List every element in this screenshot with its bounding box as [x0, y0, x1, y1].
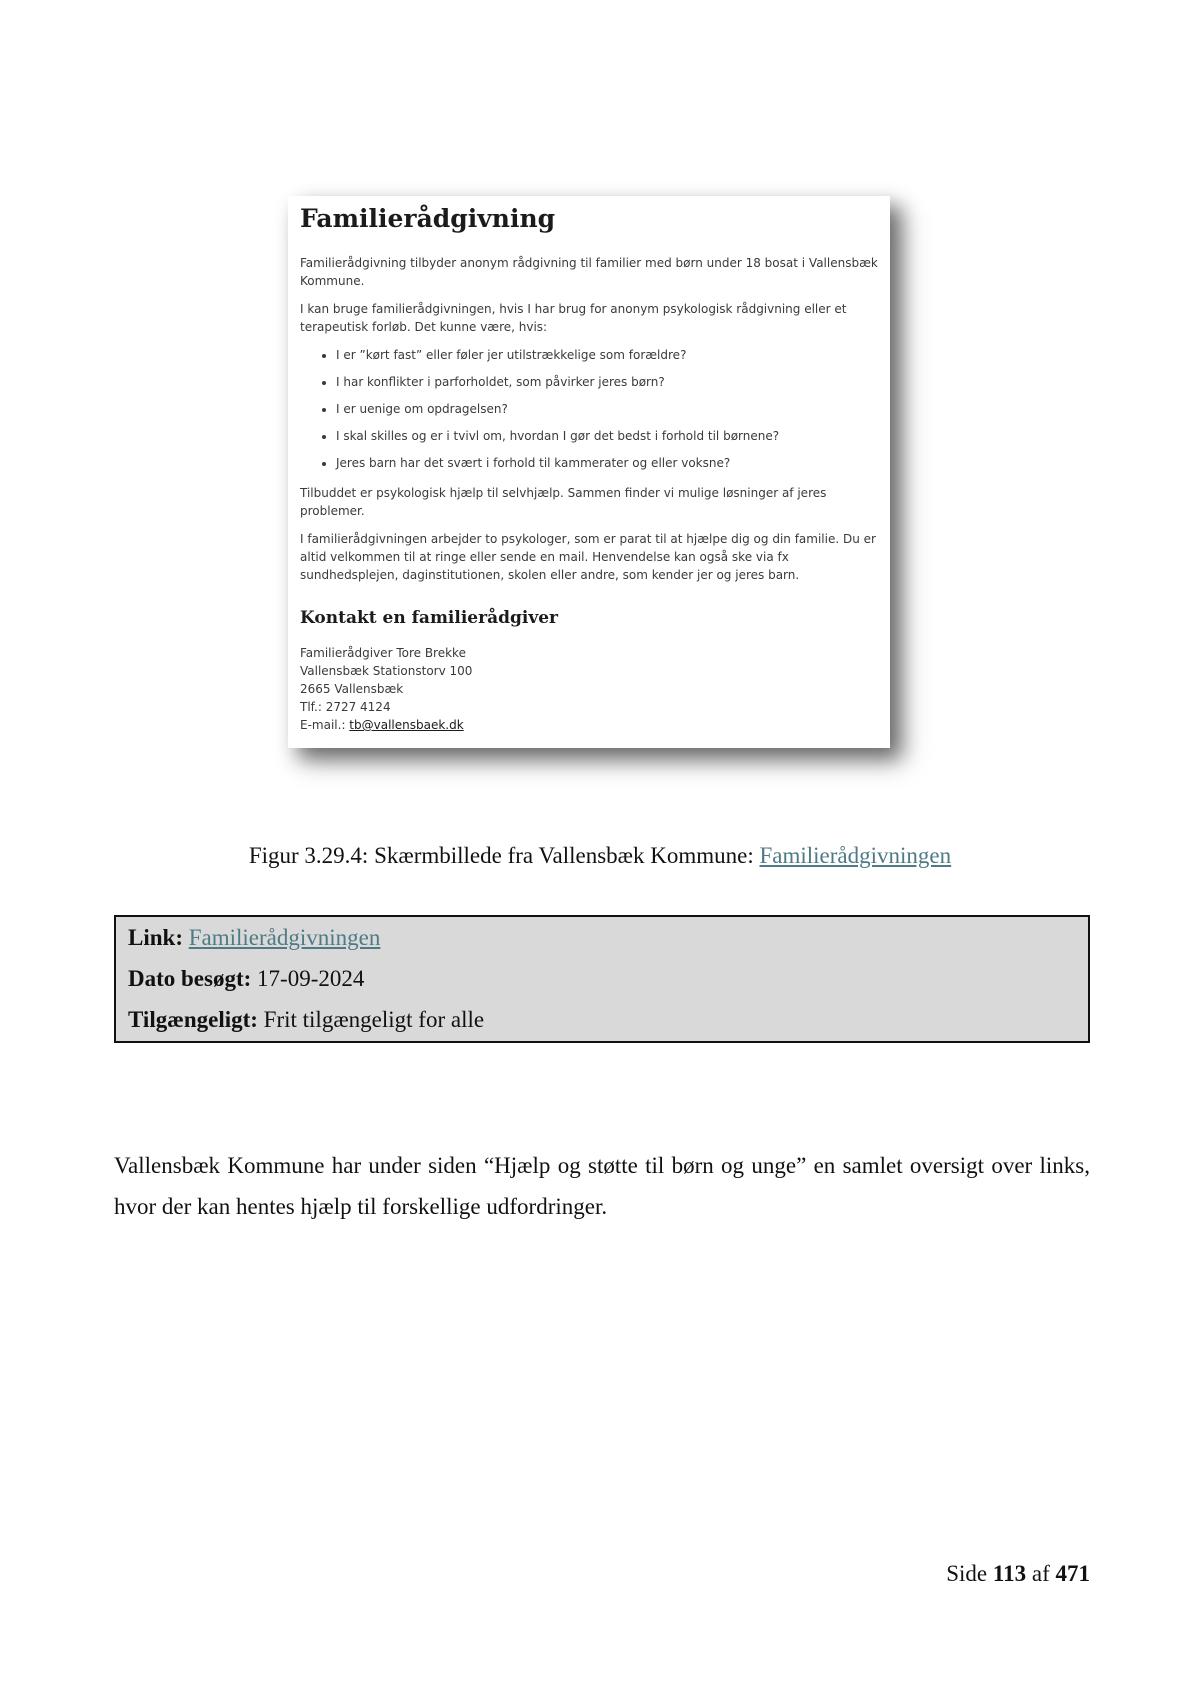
page-number: [946, 1561, 1090, 1587]
screenshot-intro: Familierådgivning tilbyder anonym rådgivning til familier med børn under 18 bosat i Vallensbæk Kommune.: [300, 256, 878, 288]
caption-link[interactable]: Familierådgivningen: [759, 843, 952, 868]
source-info-box: [114, 915, 1090, 1043]
caption-text: Figur 3.29.4: Skærmbillede fra Vallensbæk Kommune:: [248, 843, 760, 868]
screenshot-bullet-list: [300, 346, 878, 472]
date-value: 17-09-2024: [257, 966, 365, 991]
screenshot-use-text: I kan bruge familierådgivningen, hvis I har brug for anonym psykologisk rådgivning eller et terapeutisk forløb. Det kunne være, hvis:: [300, 302, 847, 334]
figure-screenshot: [288, 196, 890, 748]
page-current: 113: [992, 1561, 1027, 1586]
screenshot-content: [288, 196, 890, 734]
bullet-item: • I skal skilles og er i tvivl om, hvordan I gør det bedst i forhold til børnene?: [336, 427, 878, 445]
bullet-item: • Jeres barn har det svært i forhold til kammerater og eller voksne?: [336, 454, 878, 472]
bullet-item: • I er ”kørt fast” eller føler jer utilstrækkelige som forældre?: [336, 346, 878, 364]
date-label: Dato besøgt:: [128, 966, 252, 991]
contact-email-label: E-mail.:: [300, 718, 350, 732]
screenshot-staff-text: I familierådgivningen arbejder to psykologer, som er parat til at hjælpe dig og din familie. Du er altid velkommen til at ringe eller sende en mail. Henvendelse kan også ske via fx sundhedsplejen, daginstitutionen, skolen eller andre, som kender jer og jeres barn.: [300, 532, 876, 582]
screenshot-offer-text: Tilbuddet er psykologisk hjælp til selvhjælp. Sammen finder vi mulige løsninger af jeres problemer.: [300, 486, 827, 518]
page-prefix: Side: [946, 1561, 988, 1586]
page-total: 471: [1055, 1561, 1090, 1586]
bullet-item: • I har konflikter i parforholdet, som påvirker jeres børn?: [336, 373, 878, 391]
access-label: Tilgængeligt:: [128, 1007, 258, 1032]
screenshot-contact-heading: Kontakt en familierådgiver: [300, 608, 558, 628]
contact-email-row: [300, 716, 878, 734]
figure-caption: [0, 843, 1200, 869]
info-row-date: [128, 958, 1076, 999]
contact-city: 2665 Vallensbæk: [300, 682, 404, 696]
screenshot-contact-block: [300, 644, 878, 734]
access-value: Frit tilgængeligt for alle: [263, 1007, 485, 1032]
page-separator: af: [1031, 1561, 1050, 1586]
info-row-access: [128, 999, 1076, 1040]
info-row-link: [128, 917, 1076, 958]
contact-street: Vallensbæk Stationstorv 100: [300, 664, 473, 678]
bullet-item: • I er uenige om opdragelsen?: [336, 400, 878, 418]
info-link[interactable]: Familierådgivningen: [188, 925, 381, 950]
screenshot-title: Familierådgivning: [300, 204, 556, 233]
contact-name: Familierådgiver Tore Brekke: [300, 646, 466, 660]
body-paragraph: Vallensbæk Kommune har under siden “Hjælp og støtte til børn og unge” en samlet oversigt over links, hvor der kan hentes hjælp til forskellige udfordringer.: [114, 1153, 1090, 1219]
contact-email-link[interactable]: tb@vallensbaek.dk: [349, 718, 464, 732]
link-label: Link:: [128, 925, 183, 950]
contact-phone: Tlf.: 2727 4124: [300, 700, 391, 714]
